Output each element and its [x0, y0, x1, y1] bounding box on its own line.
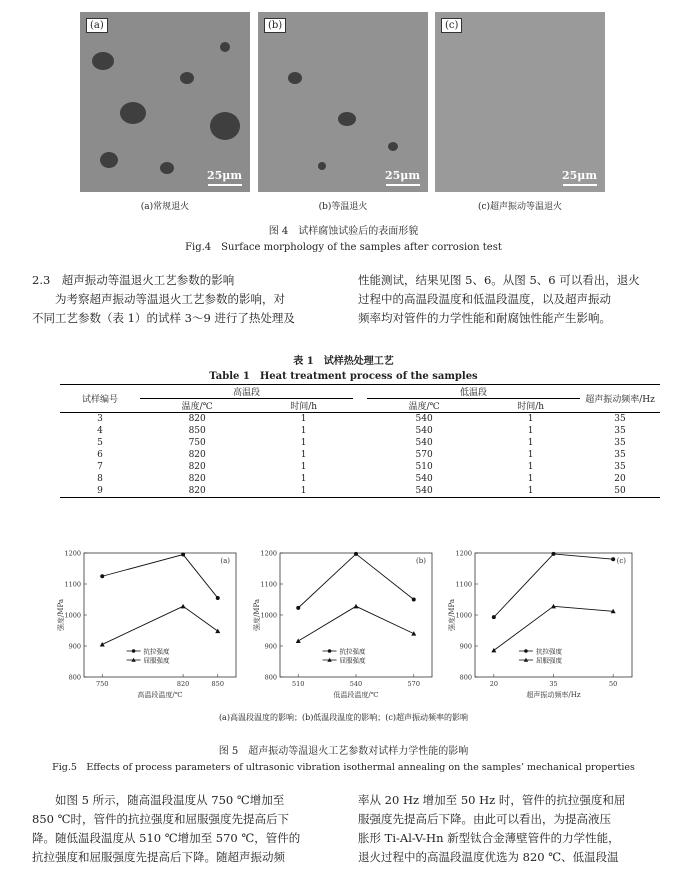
- y-tick-label: 1200: [455, 549, 472, 558]
- table-cell: [353, 413, 367, 426]
- table-cell: 1: [527, 462, 534, 472]
- table-cell: 820: [188, 474, 206, 484]
- table-cell: 4: [97, 426, 103, 436]
- x-tick-label: 510: [292, 680, 305, 688]
- y-tick-label: 900: [459, 642, 472, 651]
- data-point: [100, 642, 105, 647]
- data-point: [100, 574, 104, 578]
- table-cell: 3: [97, 414, 103, 424]
- table-cell: 540: [415, 474, 433, 484]
- data-point: [215, 629, 220, 634]
- table-cell: 850: [188, 426, 206, 436]
- x-tick-label: 50: [609, 680, 618, 688]
- table-cell: 1: [527, 426, 534, 436]
- group-low: 低温段: [367, 385, 580, 399]
- micrograph-b: [258, 12, 428, 192]
- x-tick-label: 820: [176, 680, 190, 688]
- table-cell: 35: [614, 426, 626, 436]
- group-high: 高温段: [140, 385, 353, 399]
- table-cell: 540: [415, 414, 433, 424]
- section-left-column: [32, 271, 352, 328]
- figure-subcaption: (a)高温段温度的影响；(b)低温段温度的影响；(c)超声振动频率的影响: [218, 713, 469, 722]
- series-line: [298, 554, 414, 608]
- table-row: [60, 413, 660, 426]
- table-cell: 1: [300, 450, 307, 460]
- table-cell: 7: [97, 462, 103, 472]
- chart-b: [250, 545, 440, 707]
- series-line: [494, 606, 613, 650]
- table-cell: 750: [188, 438, 206, 448]
- figure-caption-en: Fig.5 Effects of process parameters of ultrasonic vibration isothermal annealing on the samples’ mechanical properties: [52, 762, 635, 773]
- table-cell: 1: [300, 486, 307, 496]
- legend-marker: [132, 649, 136, 653]
- table-cell: 6: [97, 450, 103, 460]
- section-right-column: [358, 271, 663, 328]
- table-row: [60, 461, 660, 473]
- scale-label: 25μm: [207, 169, 242, 182]
- table-body: [60, 413, 660, 498]
- y-axis-label: 强度/MPa: [448, 598, 456, 632]
- legend-label: 抗拉强度: [339, 647, 366, 656]
- chart-c: [445, 545, 640, 707]
- chart-a: [54, 545, 244, 707]
- table-cell: 820: [188, 450, 206, 460]
- scale-bar: [386, 184, 420, 186]
- legend-marker: [328, 649, 332, 653]
- table-cell: 1: [300, 426, 307, 436]
- y-tick-label: 1200: [64, 549, 81, 558]
- x-tick-label: 35: [549, 680, 558, 688]
- table-cell: [353, 461, 367, 473]
- table-cell: 510: [415, 462, 433, 472]
- panel-caption-a: (a)常规退火: [140, 202, 190, 212]
- table-cell: 5: [97, 438, 103, 448]
- table-cell: [353, 437, 367, 449]
- y-axis-label: 强度/MPa: [57, 598, 65, 632]
- data-point: [552, 552, 556, 556]
- table-cell: 8: [97, 474, 103, 484]
- legend-marker: [524, 649, 528, 653]
- table-title-en: Table 1 Heat treatment process of the samples: [209, 371, 478, 382]
- data-point: [216, 596, 220, 600]
- y-tick-label: 900: [264, 642, 277, 651]
- y-tick-label: 1200: [260, 549, 277, 558]
- col-freq: 超声振动频率/Hz: [585, 395, 655, 405]
- x-axis-label: 超声振动频率/Hz: [526, 691, 581, 699]
- figure-caption-cn: 图 4 试样腐蚀试验后的表面形貌: [268, 226, 419, 237]
- data-point: [412, 598, 416, 602]
- sub-temp: 温度/℃: [408, 402, 440, 412]
- panel-label: (a): [220, 557, 230, 565]
- legend-label: 抗拉强度: [535, 647, 562, 656]
- table-cell: 1: [527, 414, 534, 424]
- text-line: 如图 5 所示，随高温段温度从 750 ℃增加至: [55, 793, 285, 807]
- text-line: 率从 20 Hz 增加至 50 Hz 时，管件的抗拉强度和屈: [358, 793, 626, 807]
- data-point: [354, 604, 359, 609]
- text-line: 胀形 Ti-Al-V-Hn 新型钛合金薄壁管件的力学性能，: [358, 831, 620, 845]
- y-tick-label: 800: [459, 673, 472, 682]
- text-line: 过程中的高温段温度和低温段温度，以及超声振动: [358, 292, 611, 306]
- x-tick-label: 850: [211, 680, 224, 688]
- y-tick-label: 800: [264, 673, 277, 682]
- micrograph-a: [80, 12, 250, 192]
- table-row: [60, 437, 660, 449]
- table-cell: 820: [188, 414, 206, 424]
- y-tick-label: 1000: [64, 611, 81, 620]
- scale-bar: [208, 184, 242, 186]
- sub-time: 时间/h: [517, 402, 545, 412]
- text-line: 频率均对管件的力学性能和耐腐蚀性能产生影响。: [358, 311, 611, 325]
- panel-label: (c): [616, 557, 626, 565]
- y-tick-label: 1100: [64, 580, 81, 589]
- data-point: [611, 557, 615, 561]
- scale-label: 25μm: [385, 169, 420, 182]
- table-cell: 35: [614, 462, 626, 472]
- data-point: [492, 615, 496, 619]
- legend-label: 抗拉强度: [143, 647, 170, 656]
- data-point: [296, 639, 301, 644]
- figure-caption-cn: 图 5 超声振动等温退火工艺参数对试样力学性能的影响: [218, 746, 469, 757]
- table-cell: 9: [97, 486, 103, 496]
- figure-caption-en: Fig.4 Surface morphology of the samples after corrosion test: [185, 242, 502, 253]
- table-cell: 35: [614, 450, 626, 460]
- text-line: 性能测试，结果见图 5、6。从图 5、6 可以看出，退火: [358, 273, 640, 287]
- text-line: 不同工艺参数（表 1）的试样 3～9 进行了热处理及: [32, 311, 295, 325]
- scale-bar: [563, 184, 597, 186]
- table-title-cn: 表 1 试样热处理工艺: [293, 356, 394, 367]
- data-point: [354, 552, 358, 556]
- panel-tag: (c): [441, 18, 462, 33]
- bottom-left-column: [32, 791, 352, 867]
- table-cell: 1: [300, 462, 307, 472]
- micrograph-c: [435, 12, 605, 192]
- x-tick-label: 750: [96, 680, 109, 688]
- panel-tag: (a): [86, 18, 108, 33]
- table-row: [60, 473, 660, 485]
- x-axis-label: 低温段温度/℃: [333, 691, 379, 699]
- data-point: [296, 606, 300, 610]
- table-cell: [353, 473, 367, 485]
- y-tick-label: 1100: [260, 580, 277, 589]
- panel-caption-b: (b)等温退火: [318, 202, 368, 212]
- data-point: [411, 631, 416, 636]
- table-cell: 1: [527, 450, 534, 460]
- section-heading: 2.3 超声振动等温退火工艺参数的影响: [32, 273, 235, 287]
- table-cell: 1: [300, 438, 307, 448]
- text-line: 退火过程中的高温段温度优选为 820 ℃、低温段温: [358, 850, 619, 864]
- table-cell: 540: [415, 438, 433, 448]
- x-tick-label: 20: [489, 680, 498, 688]
- table-cell: [353, 485, 367, 498]
- col-sample: 试样编号: [81, 395, 118, 405]
- y-tick-label: 900: [68, 642, 81, 651]
- text-line: 降。随低温段温度从 510 ℃增加至 570 ℃，管件的: [32, 831, 301, 845]
- heat-treatment-table: [60, 384, 660, 498]
- table-cell: 820: [188, 462, 206, 472]
- text-line: 850 ℃时，管件的抗拉强度和屈服强度先提高后下: [32, 812, 289, 826]
- panel-caption-c: (c)超声振动等温退火: [477, 202, 563, 212]
- y-tick-label: 1000: [260, 611, 277, 620]
- sub-temp: 温度/℃: [181, 402, 213, 412]
- table-cell: 540: [415, 426, 433, 436]
- bottom-right-column: [358, 791, 663, 867]
- table-cell: [353, 425, 367, 437]
- series-line: [298, 606, 414, 641]
- sub-time: 时间/h: [290, 402, 318, 412]
- x-axis-label: 高温段温度/℃: [137, 691, 183, 699]
- panel-tag: (b): [264, 18, 286, 33]
- data-point: [181, 553, 185, 557]
- table-cell: 820: [188, 486, 206, 496]
- table-cell: 35: [614, 414, 626, 424]
- table-row: [60, 425, 660, 437]
- series-line: [102, 555, 218, 598]
- scale-label: 25μm: [562, 169, 597, 182]
- table-cell: 540: [415, 486, 433, 496]
- x-tick-label: 540: [349, 680, 363, 688]
- table-cell: 1: [300, 474, 307, 484]
- legend-label: 屈服强度: [339, 656, 366, 665]
- y-tick-label: 1100: [455, 580, 472, 589]
- table-cell: 1: [300, 414, 307, 424]
- table-row: [60, 485, 660, 498]
- table-cell: 20: [614, 474, 626, 484]
- text-line: 为考察超声振动等温退火工艺参数的影响，对: [55, 292, 285, 306]
- y-axis-label: 强度/MPa: [253, 598, 261, 632]
- series-line: [102, 606, 218, 644]
- panel-label: (b): [416, 557, 426, 565]
- x-tick-label: 570: [407, 680, 420, 688]
- data-point: [181, 604, 186, 609]
- table-cell: 35: [614, 438, 626, 448]
- table-cell: 50: [614, 486, 626, 496]
- table-cell: 1: [527, 474, 534, 484]
- table-cell: 1: [527, 438, 534, 448]
- text-line: 服强度先提高后下降。由此可以看出，为提高液压: [358, 812, 611, 826]
- table-cell: [353, 449, 367, 461]
- y-tick-label: 1000: [455, 611, 472, 620]
- y-tick-label: 800: [68, 673, 81, 682]
- table-cell: 1: [527, 486, 534, 496]
- legend-label: 屈服强度: [535, 656, 562, 665]
- legend-label: 屈服强度: [143, 656, 170, 665]
- table-row: [60, 449, 660, 461]
- table-cell: 570: [415, 450, 433, 460]
- text-line: 抗拉强度和屈服强度先提高后下降。随超声振动频: [32, 850, 285, 864]
